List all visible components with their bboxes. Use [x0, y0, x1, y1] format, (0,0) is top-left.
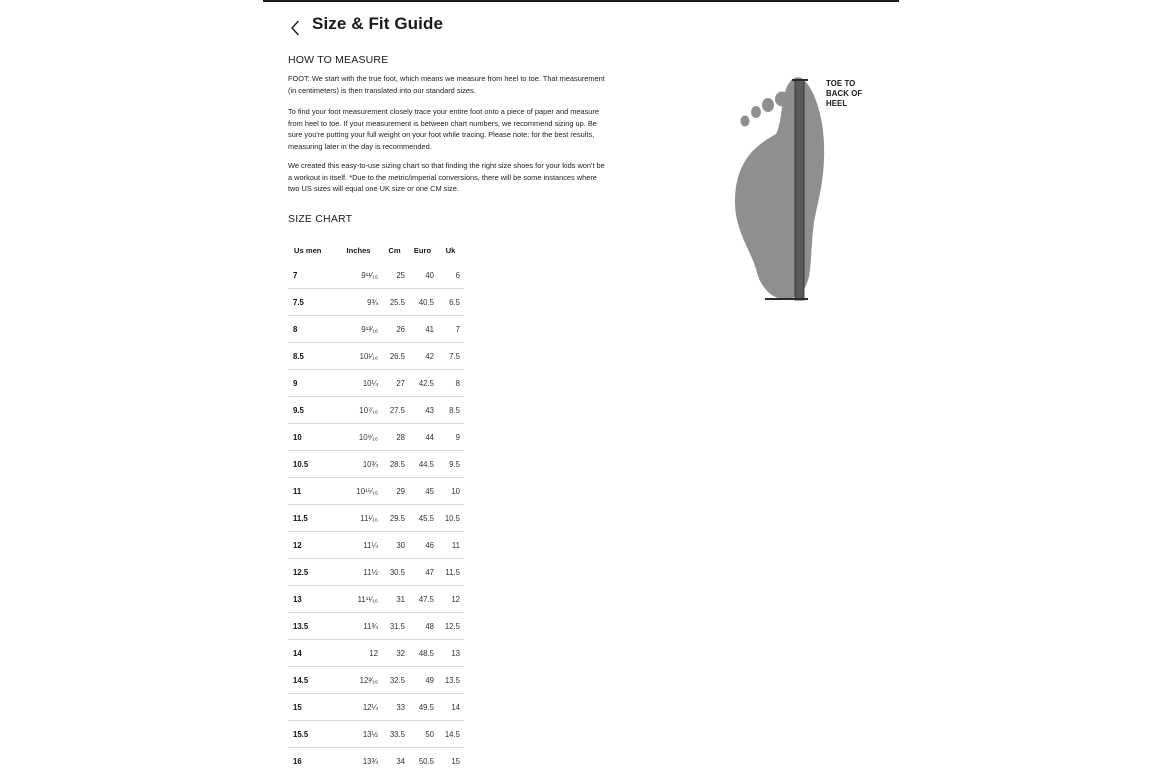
table-row	[288, 721, 464, 748]
cell-us-men: 9.5	[288, 397, 336, 424]
cell-cm: 27.5	[381, 397, 408, 424]
chevron-left-icon	[290, 20, 300, 36]
cell-uk: 6.5	[437, 289, 464, 316]
column-header-cm: Cm	[388, 246, 401, 255]
table-row	[288, 343, 464, 370]
cell-euro: 40.5	[408, 289, 437, 316]
table-row	[288, 262, 464, 289]
cell-euro: 47.5	[408, 586, 437, 613]
table-row	[288, 316, 464, 343]
cell-euro: 47	[408, 559, 437, 586]
cell-cm: 26	[381, 316, 408, 343]
cell-inches: 10¼	[336, 370, 381, 397]
table-row	[288, 559, 464, 586]
cell-us-men: 10	[288, 424, 336, 451]
cell-euro: 50	[408, 721, 437, 748]
cell-cm: 30	[381, 532, 408, 559]
cell-us-men: 12	[288, 532, 336, 559]
cell-cm: 32	[381, 640, 408, 667]
label-line-heel: HEEL	[826, 99, 848, 108]
cell-cm: 34	[381, 748, 408, 773]
cell-inches: 13½	[336, 721, 381, 748]
cell-uk: 12	[437, 586, 464, 613]
cell-us-men: 12.5	[288, 559, 336, 586]
cell-uk: 14	[437, 694, 464, 721]
cell-euro: 46	[408, 532, 437, 559]
cell-inches: 11¼	[336, 532, 381, 559]
how-to-measure-heading: HOW TO MEASURE	[288, 54, 389, 66]
cell-euro: 41	[408, 316, 437, 343]
table-row	[288, 289, 464, 316]
cell-inches: 9¹³⁄₁₆	[336, 316, 381, 343]
cell-uk: 12.5	[437, 613, 464, 640]
cell-euro: 44	[408, 424, 437, 451]
cell-us-men: 10.5	[288, 451, 336, 478]
cell-cm: 27	[381, 370, 408, 397]
cell-uk: 14.5	[437, 721, 464, 748]
table-row	[288, 478, 464, 505]
cell-uk: 8.5	[437, 397, 464, 424]
cell-us-men: 7	[288, 262, 336, 289]
column-header-inches: Inches	[346, 246, 371, 255]
cell-inches: 11¹⁄₁₆	[336, 505, 381, 532]
cell-uk: 13.5	[437, 667, 464, 694]
cell-uk: 7	[437, 316, 464, 343]
cell-uk: 11.5	[437, 559, 464, 586]
size-chart-heading: SIZE CHART	[288, 213, 353, 225]
cell-inches: 9¹¹⁄₁₆	[336, 262, 381, 289]
size-chart-body	[288, 262, 464, 773]
label-line-back-of: BACK OF	[826, 89, 863, 98]
cell-us-men: 11	[288, 478, 336, 505]
cell-uk: 7.5	[437, 343, 464, 370]
cell-inches: 12³⁄₁₆	[336, 667, 381, 694]
cell-uk: 11	[437, 532, 464, 559]
cell-us-men: 13	[288, 586, 336, 613]
cell-uk: 9	[437, 424, 464, 451]
foot-silhouette	[735, 77, 824, 299]
cell-cm: 28.5	[381, 451, 408, 478]
cell-us-men: 13.5	[288, 613, 336, 640]
table-row	[288, 397, 464, 424]
measure-paragraph-chart-note: We created this easy-to-use sizing chart so that finding the right size shoes for your kids won't be a workout in itself. *Due to the metric/imperial conversions, there will be some instances where two US sizes will equal one UK size or one CM size.	[288, 161, 605, 194]
cell-euro: 48.5	[408, 640, 437, 667]
cell-cm: 31.5	[381, 613, 408, 640]
table-row	[288, 424, 464, 451]
cell-euro: 45	[408, 478, 437, 505]
cell-euro: 40	[408, 262, 437, 289]
size-chart-table	[288, 240, 464, 773]
top-divider	[263, 0, 899, 2]
cell-cm: 26.5	[381, 343, 408, 370]
cell-inches: 10⁹⁄₁₆	[336, 424, 381, 451]
cell-euro: 42	[408, 343, 437, 370]
cell-us-men: 15	[288, 694, 336, 721]
cell-inches: 12	[336, 640, 381, 667]
table-row	[288, 451, 464, 478]
table-row	[288, 748, 464, 773]
cell-euro: 42.5	[408, 370, 437, 397]
cell-cm: 25.5	[381, 289, 408, 316]
cell-us-men: 7.5	[288, 289, 336, 316]
table-row	[288, 586, 464, 613]
column-header-us-men: Us men	[294, 246, 322, 255]
back-button[interactable]	[286, 18, 304, 38]
cell-inches: 10¾	[336, 451, 381, 478]
cell-us-men: 14	[288, 640, 336, 667]
cell-cm: 25	[381, 262, 408, 289]
cell-uk: 13	[437, 640, 464, 667]
table-row	[288, 532, 464, 559]
cell-inches: 10⁷⁄₁₆	[336, 397, 381, 424]
cell-inches: 11¹¹⁄₁₆	[336, 586, 381, 613]
cell-euro: 43	[408, 397, 437, 424]
cell-euro: 50.5	[408, 748, 437, 773]
cell-euro: 49	[408, 667, 437, 694]
cell-inches: 10¹⁄₁₆	[336, 343, 381, 370]
cell-uk: 10	[437, 478, 464, 505]
measure-paragraph-foot: FOOT: We start with the true foot, which means we measure from heel to toe. That measurement (in centimeters) is then translated into our standard sizes.	[288, 74, 605, 95]
cell-euro: 44.5	[408, 451, 437, 478]
table-row	[288, 640, 464, 667]
cell-us-men: 9	[288, 370, 336, 397]
cell-us-men: 14.5	[288, 667, 336, 694]
cell-uk: 9.5	[437, 451, 464, 478]
cell-uk: 15	[437, 748, 464, 773]
column-header-euro: Euro	[413, 246, 432, 255]
toe-to-heel-label	[826, 79, 862, 109]
cell-inches: 11¾	[336, 613, 381, 640]
cell-cm: 31	[381, 586, 408, 613]
measure-paragraph-trace: To find your foot measurement closely trace your entire foot onto a piece of paper and measure from heel to toe. If your measurement is between chart numbers, we recommend sizing up. Be sure you're putting your full weight on your foot while tracing. Please note: for the best results, measuring later in the day is recommended.	[288, 107, 599, 151]
cell-us-men: 15.5	[288, 721, 336, 748]
cell-uk: 6	[437, 262, 464, 289]
table-row	[288, 505, 464, 532]
table-row	[288, 694, 464, 721]
table-row	[288, 613, 464, 640]
cell-us-men: 16	[288, 748, 336, 773]
cell-cm: 29	[381, 478, 408, 505]
cell-inches: 12¼	[336, 694, 381, 721]
cell-euro: 45.5	[408, 505, 437, 532]
table-row	[288, 667, 464, 694]
cell-inches: 11½	[336, 559, 381, 586]
cell-euro: 49.5	[408, 694, 437, 721]
cell-us-men: 11.5	[288, 505, 336, 532]
page-title: Size & Fit Guide	[312, 14, 444, 33]
cell-uk: 10.5	[437, 505, 464, 532]
cell-inches: 13¾	[336, 748, 381, 773]
cell-cm: 33.5	[381, 721, 408, 748]
cell-inches: 9¾	[336, 289, 381, 316]
cell-euro: 48	[408, 613, 437, 640]
cell-cm: 29.5	[381, 505, 408, 532]
cell-us-men: 8.5	[288, 343, 336, 370]
label-line-toe: TOE TO	[826, 79, 856, 88]
cell-cm: 33	[381, 694, 408, 721]
cell-inches: 10¹⁵⁄₁₆	[336, 478, 381, 505]
cell-cm: 30.5	[381, 559, 408, 586]
cell-cm: 28	[381, 424, 408, 451]
table-header-row	[288, 240, 464, 262]
cell-us-men: 8	[288, 316, 336, 343]
cell-uk: 8	[437, 370, 464, 397]
column-header-uk: Uk	[445, 246, 456, 255]
table-row	[288, 370, 464, 397]
cell-cm: 32.5	[381, 667, 408, 694]
